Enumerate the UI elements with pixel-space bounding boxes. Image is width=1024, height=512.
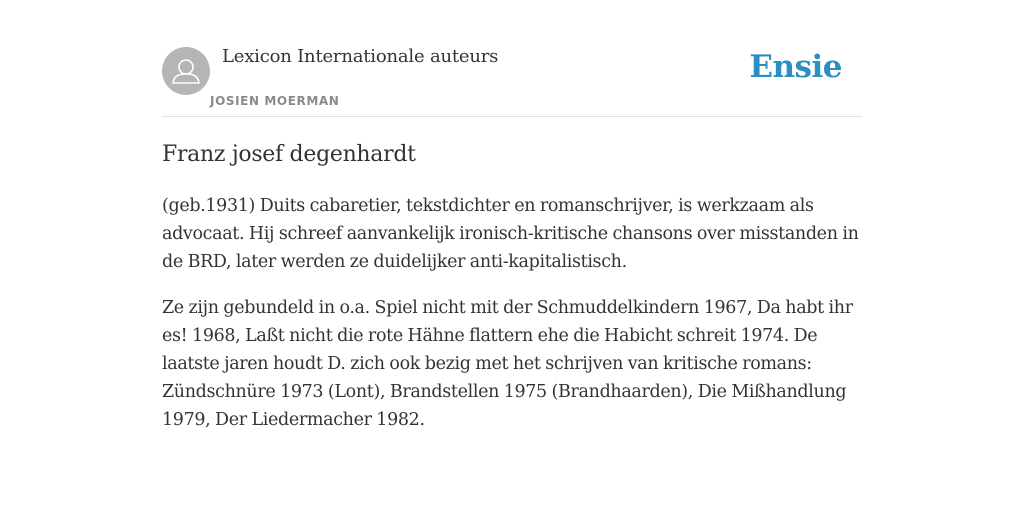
brand-logo[interactable]: Ensie <box>749 49 842 85</box>
article-paragraph: Ze zijn gebundeld in o.a. Spiel nicht mit der Schmuddelkindern 1967, Da habt ihr es! 1968, Laßt nicht die rote Hähne flattern ehe die Habicht schreit 1974. De laatste jaren houdt D. zich ook bezig met het schrijven van kritische romans: Zündschnüre 1973 (Lont), Brandstellen 1975 (Brandhaarden), Die Mißhandlung 1979, Der Liedermacher 1982. <box>162 298 853 430</box>
page-header <box>162 44 862 117</box>
article <box>162 140 862 434</box>
user-silhouette-icon <box>162 47 210 95</box>
article-paragraph: (geb.1931) Duits cabaretier, tekstdichter en romanschrijver, is werkzaam als advocaat. Hij schreef aanvankelijk ironisch-kritische chansons over misstanden in de BRD, later werden ze duidelijker anti-kapitalistisch. <box>162 196 859 272</box>
author-name[interactable]: JOSIEN MOERMAN <box>210 94 340 108</box>
article-title: Franz josef degenhardt <box>162 142 416 167</box>
author-avatar[interactable] <box>162 47 210 95</box>
lexicon-title[interactable]: Lexicon Internationale auteurs <box>222 46 499 67</box>
